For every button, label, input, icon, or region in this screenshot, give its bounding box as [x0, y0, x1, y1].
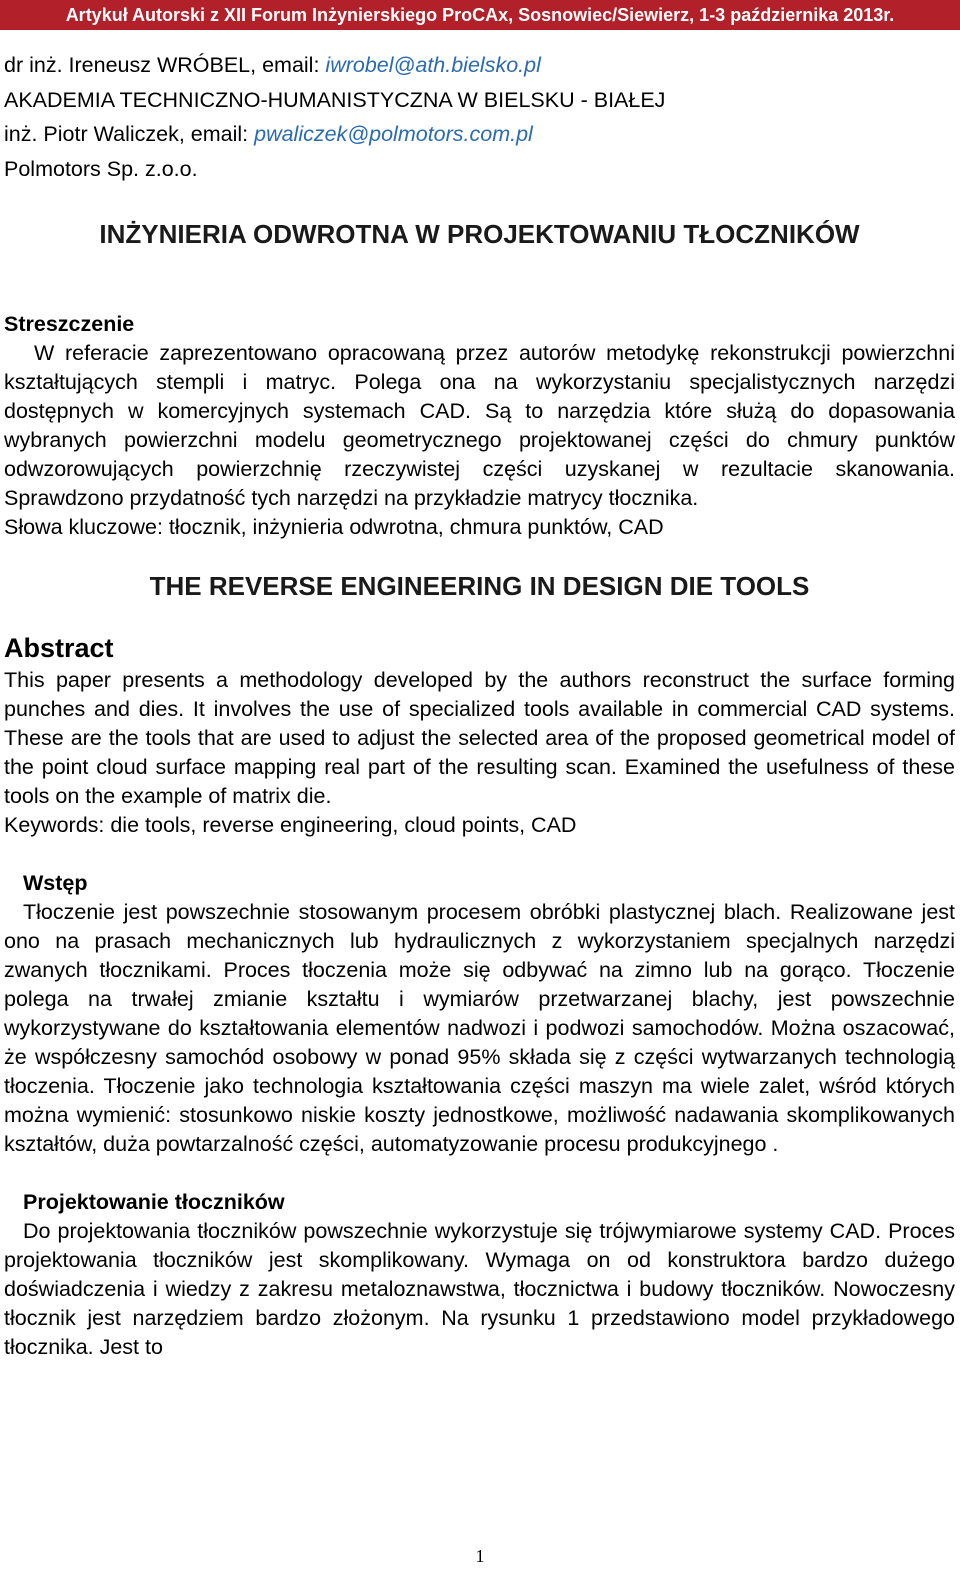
author-2-email-link[interactable]: pwaliczek@polmotors.com.pl [254, 122, 533, 146]
author-2-affiliation: Polmotors Sp. z.o.o. [4, 156, 198, 181]
abstract-heading: Abstract [4, 633, 114, 663]
author-1-name: dr inż. Ireneusz WRÓBEL, email: [4, 53, 326, 77]
conference-banner: Artykuł Autorski z XII Forum Inżynierskiego ProCAx, Sosnowiec/Siewierz, 1-3 października 2013r. [0, 0, 960, 30]
abstract-keywords: Keywords: die tools, reverse engineering, cloud points, CAD [4, 813, 577, 837]
paper-title-english: THE REVERSE ENGINEERING IN DESIGN DIE TOOLS [149, 571, 810, 601]
streszczenie-text: W referacie zaprezentowano opracowaną przez autorów metodykę rekonstrukcji powierzchni kształtujących stempli i matryc. Polega ona na wykorzystaniu specjalistycznych narzędzi dostępnych w komercyjnych systemach CAD. Są to narzędzia które służą do dopasowania wybranych powierzchni modelu geometrycznego projektowanej części do chmury punktów odwzorowujących powierzchnię rzeczywistej części uzyskanej w rezultacie skanowania. Sprawdzono przydatność tych narzędzi na przykładzie matrycy tłocznika. [4, 341, 955, 510]
paper-page [4, 48, 955, 1362]
abstract-text: This paper presents a methodology developed by the authors reconstruct the surface forming punches and dies. It involves the use of specialized tools available in commercial CAD systems. These are the tools that are used to adjust the selected area of the proposed geometrical model of the point cloud surface mapping real part of the resulting scan. Examined the usefulness of these tools on the example of matrix die. [4, 668, 955, 808]
author-2-name: inż. Piotr Waliczek, email: [4, 122, 255, 146]
streszczenie-keywords: Słowa kluczowe: tłocznik, inżynieria odwrotna, chmura punktów, CAD [4, 515, 664, 539]
wstep-heading: Wstęp [23, 871, 88, 895]
projektowanie-text: Do projektowania tłoczników powszechnie wykorzystuje się trójwymiarowe systemy CAD. Proces projektowania tłoczników jest skomplikowany. Wymaga on od konstruktora bardzo dużego doświadczenia i wiedzy z zakresu metaloznawstwa, tłocznictwa i budowy tłoczników. Nowoczesny tłocznik jest narzędziem bardzo złożonym. Na rysunku 1 przedstawiono model przykładowego tłocznika. Jest to [4, 1219, 955, 1359]
paper-title-polish: INŻYNIERIA ODWROTNA W PROJEKTOWANIU TŁOCZNIKÓW [99, 219, 860, 249]
author-line-1 [4, 48, 955, 83]
projektowanie-heading: Projektowanie tłoczników [23, 1190, 285, 1214]
streszczenie-heading: Streszczenie [4, 312, 135, 336]
author-1-affiliation: AKADEMIA TECHNICZNO-HUMANISTYCZNA W BIELSKU - BIAŁEJ [4, 87, 666, 112]
wstep-text: Tłoczenie jest powszechnie stosowanym procesem obróbki plastycznej blach. Realizowane jest ono na prasach mechanicznych lub hydraulicznych z wykorzystaniem specjalnych narzędzi zwanych tłocznikami. Proces tłoczenia może się odbywać na zimno lub na gorąco. Tłoczenie polega na trwałej zmianie kształtu i wymiarów przetwarzanej blachy, jest powszechnie wykorzystywane do kształtowania elementów nadwozi i podwozi samochodów. Można oszacować, że współczesny samochód osobowy w ponad 95% składa się z części wytwarzanych technologią tłoczenia. Tłoczenie jako technologia kształtowania części maszyn ma wiele zalet, wśród których można wymienić: stosunkowo niskie koszty jednostkowe, możliwość nadawania skomplikowanych kształtów, duża powtarzalność części, automatyzowanie procesu produkcyjnego . [4, 900, 955, 1156]
author-block [4, 48, 955, 186]
page-number: 1 [475, 1546, 485, 1566]
author-line-2 [4, 117, 955, 152]
author-1-email-link[interactable]: iwrobel@ath.bielsko.pl [325, 53, 541, 77]
